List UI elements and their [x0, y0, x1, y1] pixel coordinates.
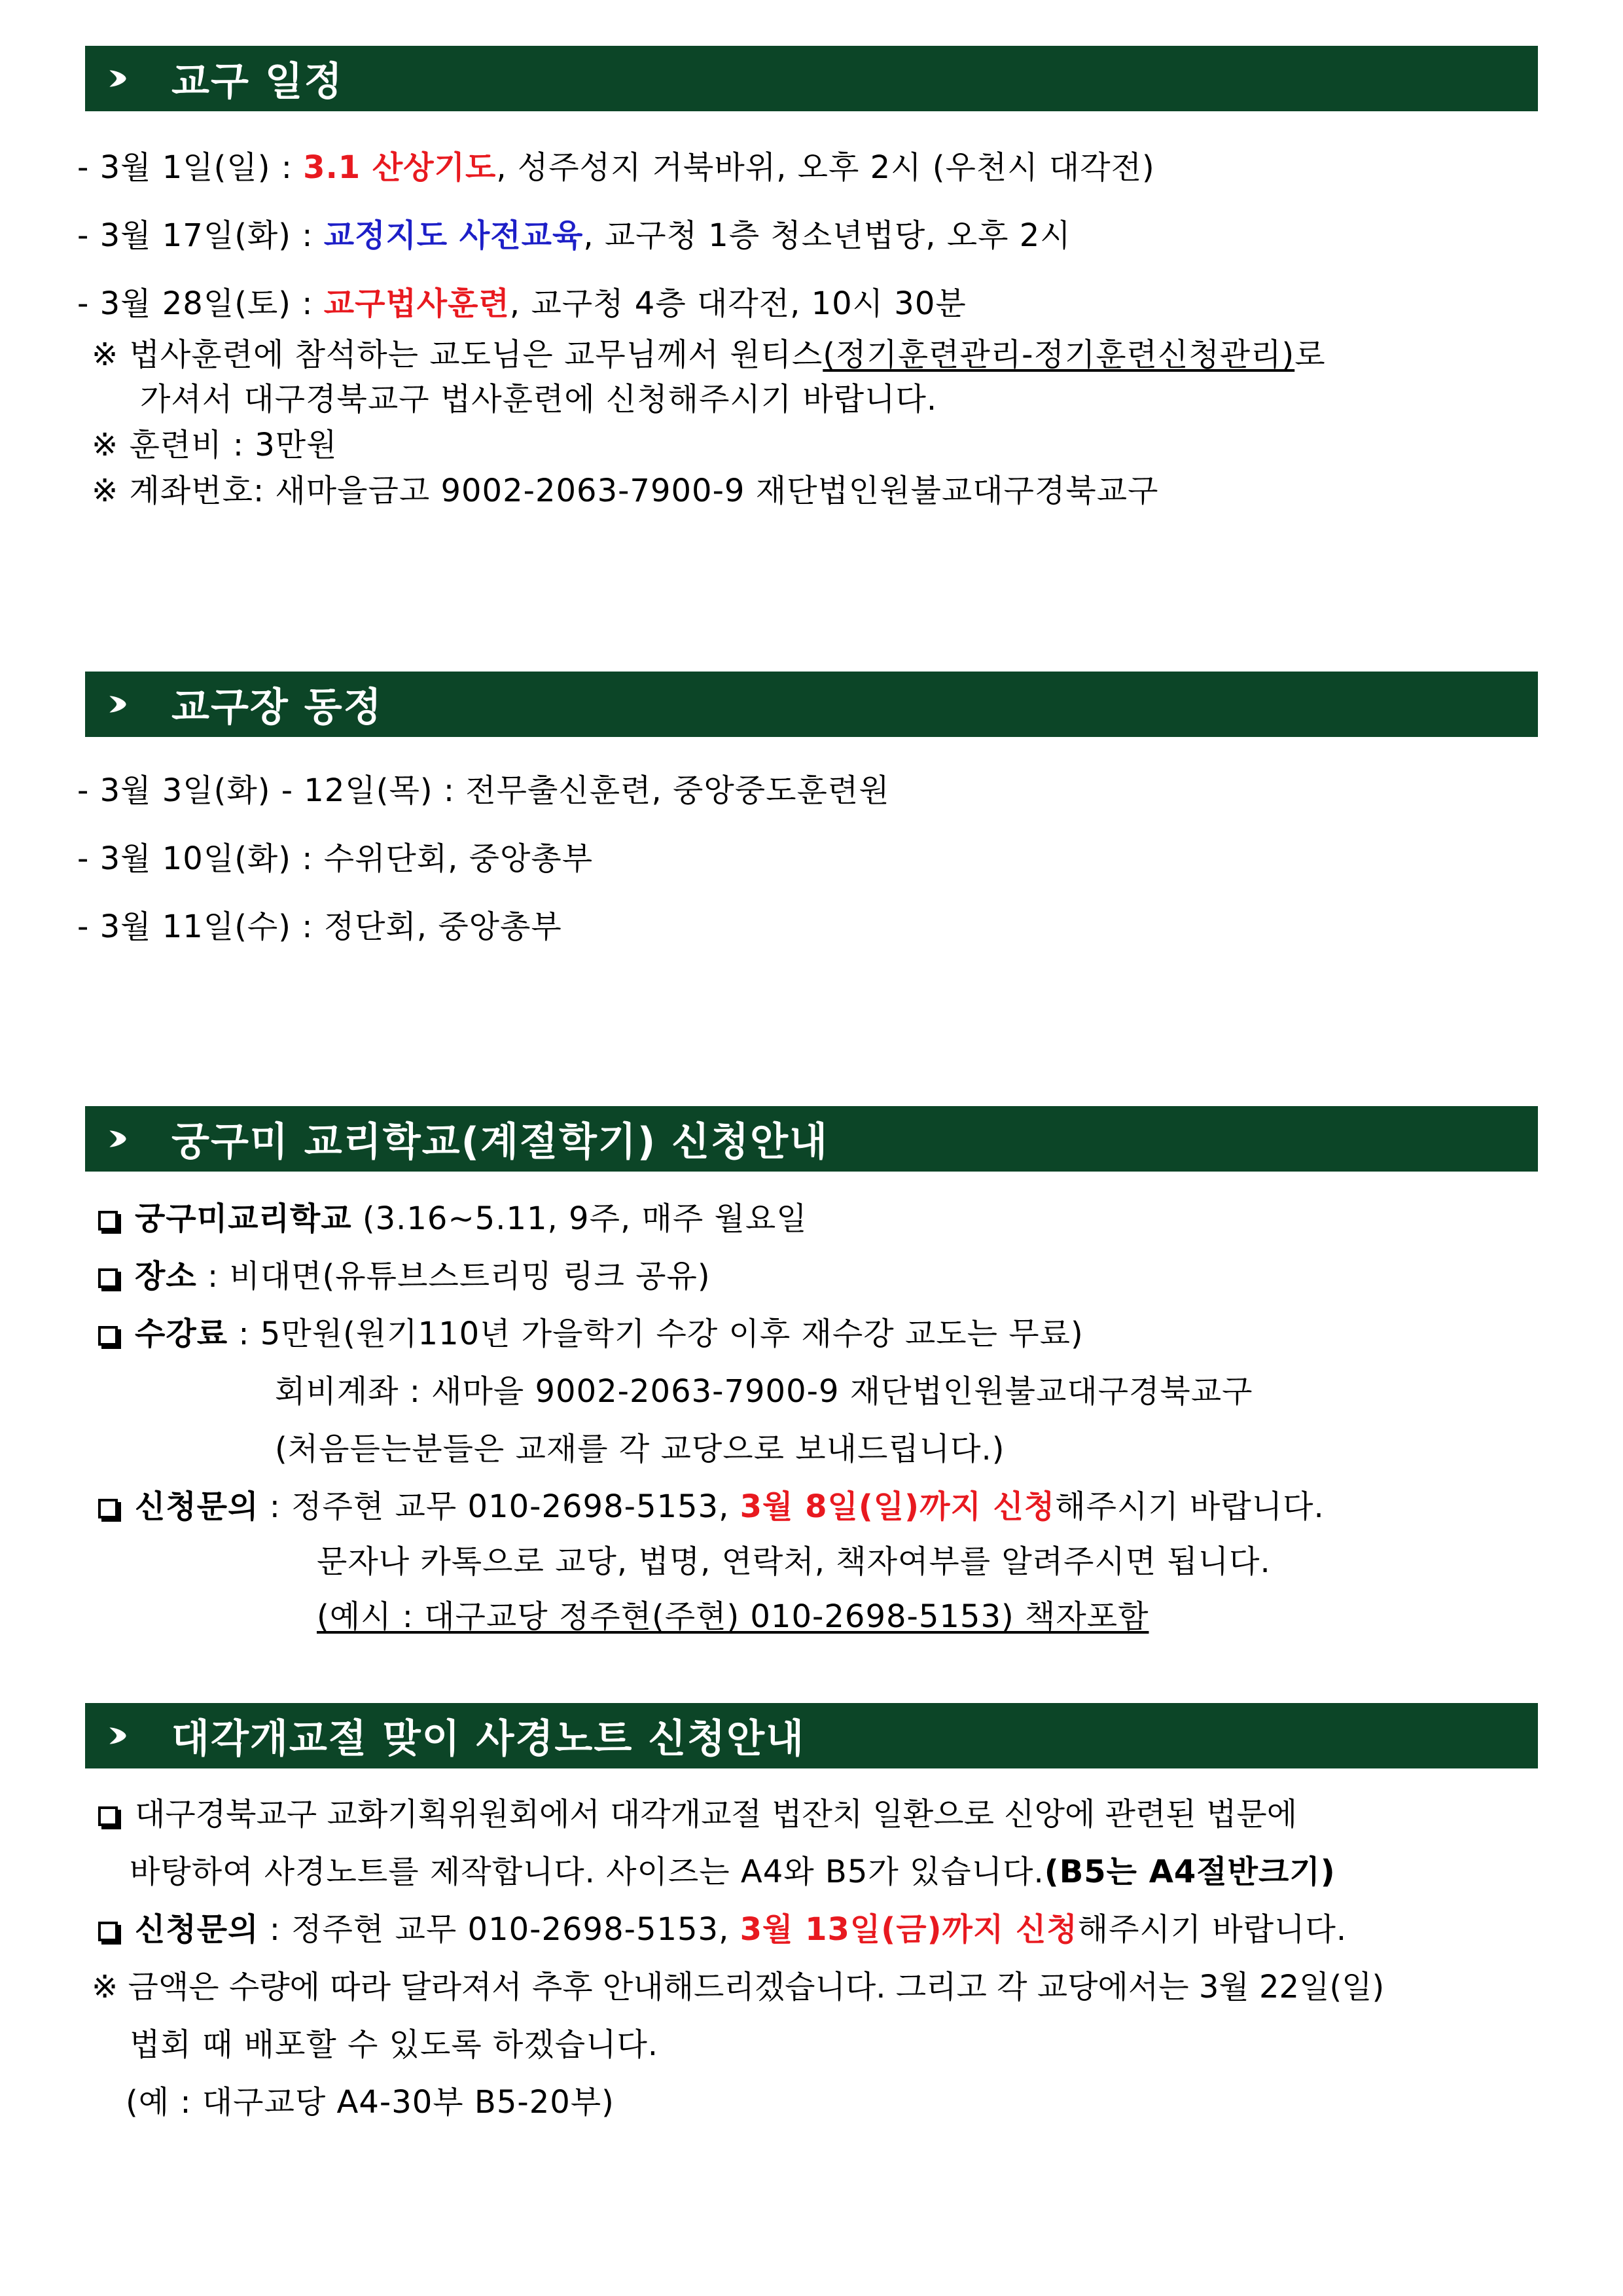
section-title: 궁구미 교리학교(계절학기) 신청안내 [171, 1119, 829, 1165]
schedule-line-1: - 3월 1일(일) : 3.1 산상기도, 성주성지 거북바위, 오후 2시 (우천시 대각전) [77, 149, 1155, 186]
school-item-course: 궁구미교리학교 (3.16~5.11, 9주, 매주 월요일 [98, 1199, 808, 1238]
schedule-note-1-cont: 가셔서 대구경북교구 법사훈련에 신청해주시기 바랍니다. [140, 381, 938, 418]
school-inquiry-cont: 문자나 카톡으로 교당, 법명, 연락처, 책자여부를 알려주시면 됩니다. [317, 1543, 1271, 1580]
activity-line-2: - 3월 10일(화) : 수위단회, 중앙총부 [77, 840, 594, 877]
notebook-example: (예 : 대구교당 A4-30부 B5-20부) [126, 2084, 615, 2121]
checkbox-icon [98, 1499, 118, 1518]
schedule-line-2: - 3월 17일(화) : 교정지도 사전교육, 교구청 1층 청소년법당, 오후 2시 [77, 217, 1071, 254]
section-title: 교구장 동정 [171, 685, 383, 730]
checkbox-icon [98, 1268, 118, 1288]
school-item-fee: 수강료 : 5만원(원기110년 가을학기 수강 이후 재수강 교도는 무료) [98, 1314, 1084, 1354]
school-item-inquiry: 신청문의 : 정주현 교무 010-2698-5153, 3월 8일(일)까지 신청해주시기 바랍니다. [98, 1487, 1325, 1526]
notebook-price-note-cont: 법회 때 배포할 수 있도록 하겠습니다. [130, 2026, 659, 2063]
school-fee-note: (처음듣는분들은 교재를 각 교당으로 보내드립니다.) [275, 1431, 1005, 1467]
activity-line-1: - 3월 3일(화) - 12일(목) : 전무출신훈련, 중앙중도훈련원 [77, 772, 890, 809]
checkbox-icon [98, 1326, 118, 1346]
heart-bullet-icon [106, 1724, 145, 1748]
heart-bullet-icon [106, 692, 145, 716]
checkbox-icon [98, 1922, 118, 1941]
heart-bullet-icon [106, 1127, 145, 1151]
activity-line-3: - 3월 11일(수) : 정단회, 중앙총부 [77, 908, 562, 945]
schedule-note-1: ※ 법사훈련에 참석하는 교도님은 교무님께서 원티스(정기훈련관리-정기훈련신청관리)로 [92, 336, 1326, 373]
notebook-inquiry: 신청문의 : 정주현 교무 010-2698-5153, 3월 13일(금)까지 신청해주시기 바랍니다. [98, 1910, 1347, 1949]
school-inquiry-example: (예시 : 대구교당 정주현(주현) 010-2698-5153) 책자포함 [317, 1598, 1149, 1635]
checkbox-icon [98, 1211, 118, 1230]
school-item-place: 장소 : 비대면(유튜브스트리밍 링크 공유) [98, 1257, 711, 1296]
section-header-schedule [85, 46, 1538, 111]
notebook-intro-cont: 바탕하여 사경노트를 제작합니다. 사이즈는 A4와 B5가 있습니다.(B5는 A4절반크기) [130, 1854, 1336, 1890]
wontis-menu-path: (정기훈련관리-정기훈련신청관리) [823, 336, 1295, 373]
checkbox-icon [98, 1806, 118, 1826]
section-title: 대각개교절 맞이 사경노트 신청안내 [171, 1716, 806, 1762]
notebook-price-note: ※ 금액은 수량에 따라 달라져서 추후 안내해드리겠습니다. 그리고 각 교당에서는 3월 22일(일) [92, 1969, 1385, 2005]
schedule-line-3: - 3월 28일(토) : 교구법사훈련, 교구청 4층 대각전, 10시 30분 [77, 285, 967, 322]
heart-bullet-icon [106, 67, 145, 90]
notebook-intro: 대구경북교구 교화기획위원회에서 대각개교절 법잔치 일환으로 신앙에 관련된 법문에 [98, 1795, 1297, 1834]
section-title: 교구 일정 [171, 59, 344, 105]
schedule-note-fee: ※ 훈련비 : 3만원 [92, 427, 338, 463]
section-header-head-activity [85, 672, 1538, 737]
schedule-note-account: ※ 계좌번호: 새마을금고 9002-2063-7900-9 재단법인원불교대구경북교구 [92, 473, 1159, 509]
section-header-school [85, 1106, 1538, 1172]
school-fee-account: 회비계좌 : 새마을 9002-2063-7900-9 재단법인원불교대구경북교구 [275, 1373, 1253, 1410]
section-header-notebook [85, 1703, 1538, 1768]
